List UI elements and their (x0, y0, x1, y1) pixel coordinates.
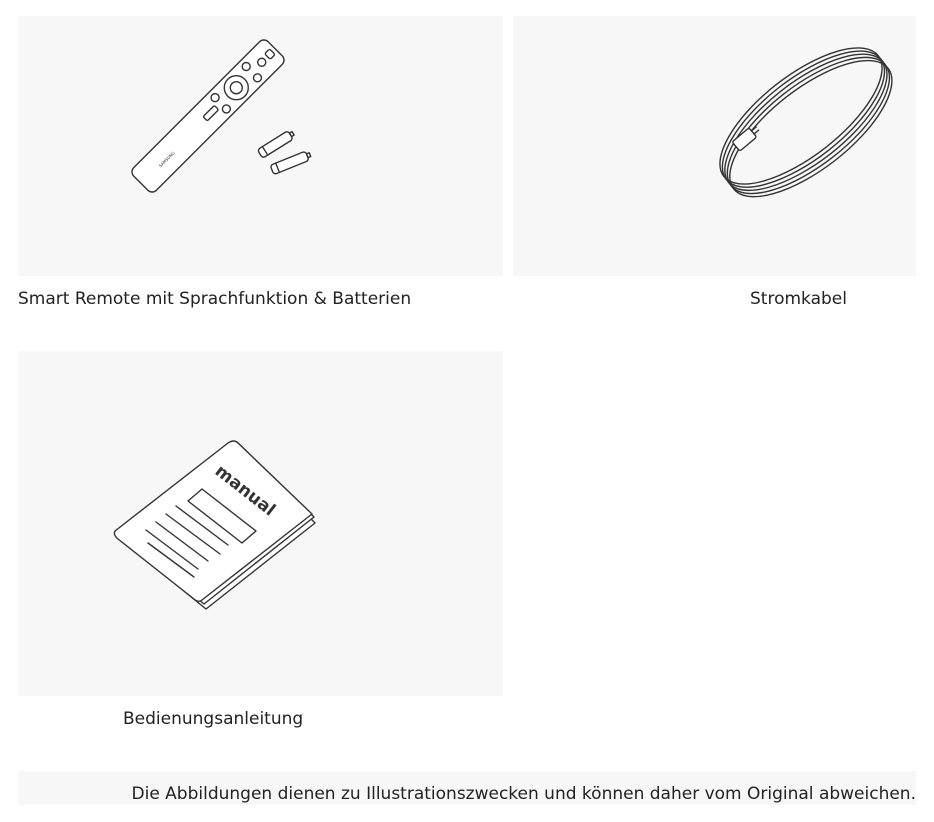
manual-image-panel (18, 351, 503, 696)
remote-with-batteries-icon (18, 16, 503, 276)
manual-cover-title: manual (210, 461, 279, 521)
disclaimer-bar (18, 771, 916, 805)
manual-booklet-icon (18, 351, 503, 696)
power-cable-caption: Stromkabel (750, 289, 847, 309)
remote-caption: Smart Remote mit Sprachfunktion & Batterien (18, 289, 412, 309)
disclaimer-text: Die Abbildungen dienen zu Illustrationszwecken und können daher vom Original abweichen. (131, 784, 916, 804)
power-cable-image-panel (513, 16, 916, 276)
manual-caption: Bedienungsanleitung (123, 709, 304, 729)
svg-text:SAMSUNG: SAMSUNG (157, 150, 176, 169)
remote-image-panel (18, 16, 503, 276)
power-cable-icon (513, 16, 916, 276)
